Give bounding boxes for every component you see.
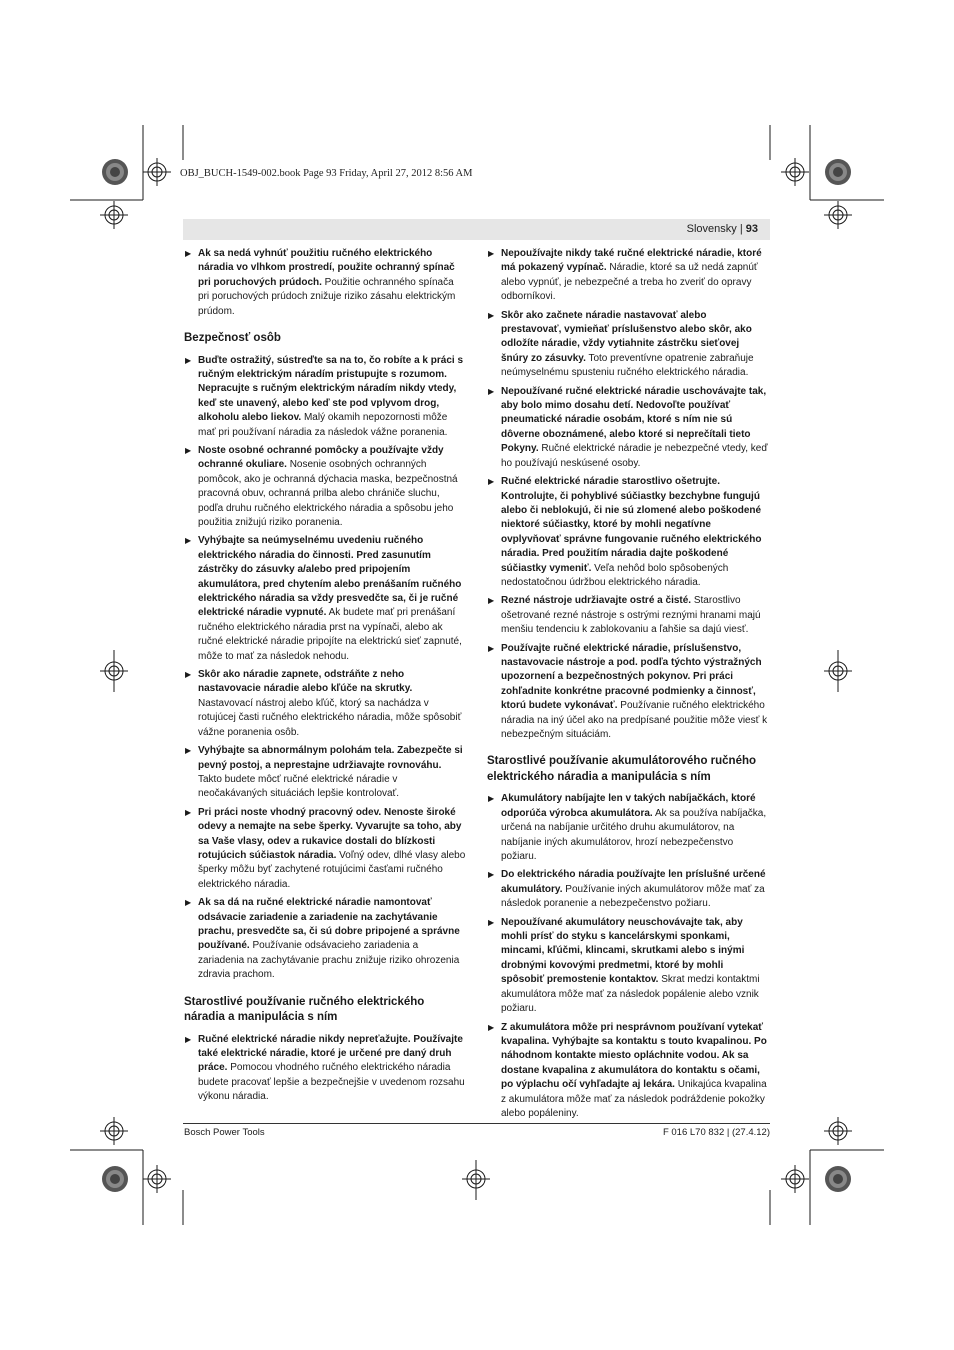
footer-publisher: Bosch Power Tools <box>184 1127 265 1138</box>
left-column <box>184 247 466 1109</box>
list-item <box>184 896 466 982</box>
list-item <box>184 444 466 530</box>
item-body-text: Používanie odsávacieho zariadenia a zariadenia na zachytávanie prachu znižuje riziko ohrozenia zdravia prachom. <box>198 940 460 981</box>
bullet-triangle-icon: ▶ <box>488 917 495 927</box>
item-bold-text: Buďte ostražitý, sústreďte sa na to, čo robíte a k práci s ručným elektrickým náradím pristupujte s rozumom. Nepracujte s ručným elektrickým náradím nikdy vtedy, keď ste unavený, alebo keď ste pod vplyvom drog, alkoholu alebo liekov. <box>198 354 464 424</box>
list-item <box>487 475 769 590</box>
list-item <box>487 1021 769 1122</box>
item-bold-text: Ručné elektrické náradie starostlivo ošetrujte. Kontrolujte, či pohyblivé súčiastky bezchybne fungujú alebo či neblokujú, či nie sú zlomené alebo poškodené niektoré súčiastky, ktoré by mohli negatívne ovplyvňovať správne fungovanie ručného elektrického náradia. Pred použitím náradia dajte poškodené súčiastky vymeniť. <box>501 476 762 574</box>
bullet-triangle-icon: ▶ <box>488 794 495 804</box>
list-items-handling <box>184 1033 466 1105</box>
bullet-triangle-icon: ▶ <box>488 310 495 320</box>
print-slug: OBJ_BUCH-1549-002.book Page 93 Friday, April 27, 2012 8:56 AM <box>180 168 473 179</box>
bullet-triangle-icon: ▶ <box>185 670 192 680</box>
item-bold-text: Skôr ako začnete náradie nastavovať alebo prestavovať, vymieňať príslušenstvo alebo skôr, ako odložíte náradie, vždy vytiahnite zástrčku sieťovej šnúry zo zásuvky. <box>501 309 752 364</box>
list-item <box>184 534 466 664</box>
list-items-battery <box>487 792 769 1121</box>
list-item <box>487 916 769 1017</box>
page-header <box>183 219 770 240</box>
item-body-text: Voľný odev, dlhé vlasy alebo šperky môžu byť zachytené rotujúcimi časťami ručného elektrického náradia. <box>198 849 466 890</box>
footer-doc-code: F 016 L70 832 | (27.4.12) <box>662 1127 770 1138</box>
item-body-text: Ak sa používa nabíjačka, určená na nabíjanie určitého druhu akumulátorov, na nabíjanie iných akumulátorov, hrozí nebezpečenstvo požiaru. <box>501 807 767 863</box>
item-bold-text: Noste osobné ochranné pomôcky a používajte vždy ochranné okuliare. <box>198 444 444 471</box>
item-bold-text: Akumulátory nabíjajte len v takých nabíjačkách, ktoré odporúča výrobca akumulátora. <box>501 793 756 819</box>
item-bold-text: Ak sa dá na ručné elektrické náradie namontovať odsávacie zariadenie a zariadenie na zachytávanie prachu, presvedčte sa, či sú dobre pripojené a správne používané. <box>198 897 460 952</box>
bullet-triangle-icon: ▶ <box>488 386 495 396</box>
list-item <box>184 354 466 440</box>
item-body-text: Pomocou vhodného ručného elektrického náradia budete pracovať lepšie a bezpečnejšie v uvedenom rozsahu výkonu náradia. <box>198 1062 465 1103</box>
bullet-triangle-icon: ▶ <box>185 536 192 546</box>
section-heading-battery-handling: Starostlivé používanie akumulátorového ručného elektrického náradia a manipulácia s ním <box>487 755 757 783</box>
item-bold-text: Skôr ako náradie zapnete, odstráňte z neho nastavovacie náradie alebo kľúče na skrutky. <box>198 669 413 695</box>
item-body-text: Ak budete mať pri prenášaní ručného elektrického náradia prst na vypínači, alebo ak ručné elektrické náradie pripojíte na elektrickú sieť zapnuté, môže to mať za následok nehodu. <box>198 607 462 662</box>
bullet-triangle-icon: ▶ <box>185 746 192 756</box>
item-bold-text: Nepoužívajte nikdy také ručné elektrické náradie, ktoré má pokazený vypínač. <box>501 248 762 274</box>
list-item <box>487 868 769 911</box>
item-bold-text: Do elektrického náradia používajte len príslušné určené akumulátory. <box>501 869 766 895</box>
item-body-text: Ručné elektrické náradie je nebezpečné vtedy, keď ho používajú neskúsené osoby. <box>501 443 768 469</box>
item-bold-text: Rezné nástroje udržiavajte ostré a čisté. <box>501 595 692 607</box>
item-body-text: Použitie ochranného spínača pri poruchových prúdoch znižuje riziko zásahu elektrickým prúdom. <box>198 276 456 317</box>
list-items-handling-cont <box>487 247 769 742</box>
item-body-text: Takto budete môcť ručné elektrické náradie v neočakávaných situáciách lepšie kontrolovať. <box>198 773 400 800</box>
bullet-triangle-icon: ▶ <box>185 445 192 455</box>
section-heading-personal-safety: Bezpečnosť osôb <box>184 332 281 345</box>
bullet-triangle-icon: ▶ <box>185 1034 192 1044</box>
item-bold-text: Nepoužívané akumulátory neuschovávajte tak, aby mohli prísť do styku s kancelárskymi sponkami, mincami, kľúčmi, klincami, skrutkami alebo s inými drobnými kovovými predmetmi, ktoré by mohli spôsobiť premostenie kontaktov. <box>501 916 745 986</box>
item-bold-text: Ak sa nedá vyhnúť použitiu ručného elektrického náradia vo vlhkom prostredí, použite ochranný spínač pri poruchových prúdoch. <box>198 248 455 288</box>
header-language: Slovensky | <box>686 223 746 235</box>
item-bold-text: Pri práci noste vhodný pracovný odev. Nenoste široké odevy a nemajte na sebe šperky. Vyvarujte sa toho, aby sa Vaše vlasy, odev a rukavice dostali do blízkosti rotujúcich súčiastok náradia. <box>198 806 462 861</box>
list-item <box>487 247 769 305</box>
list-item <box>184 668 466 740</box>
list-item <box>184 1033 466 1105</box>
item-body-text: Starostlivo ošetrované rezné nástroje s ostrými reznými hranami majú menšiu tendenciu k zablokovaniu a ľahšie sa dajú viesť. <box>501 595 761 636</box>
item-body-text: Nastavovací nástroj alebo kľúč, ktorý sa nachádza v rotujúcej časti ručného elektrického náradia, môže spôsobiť vážne poranenia osôb. <box>198 697 462 738</box>
bullet-triangle-icon: ▶ <box>185 807 192 817</box>
bullet-triangle-icon: ▶ <box>488 643 495 653</box>
list-item <box>487 642 769 743</box>
bullet-triangle-icon: ▶ <box>488 870 495 880</box>
bullet-triangle-icon: ▶ <box>488 249 495 258</box>
list-item <box>184 806 466 892</box>
list-items-top <box>184 247 466 319</box>
bullet-triangle-icon: ▶ <box>488 477 495 487</box>
list-item <box>487 792 769 864</box>
list-item <box>487 385 769 471</box>
bullet-triangle-icon: ▶ <box>488 596 495 606</box>
item-bold-text: Vyhýbajte sa neúmyselnému uvedeniu ručného elektrického náradia do činnosti. Pred zasunutím zástrčky do zásuvky a/alebo pred pripojením akumulátora, pred chytením alebo prenášaním ručného elektrického náradia sa vždy presvedčte sa, či je ručné elektrické náradie vypnuté. <box>198 535 462 619</box>
list-item <box>184 247 466 319</box>
list-item <box>487 594 769 637</box>
item-body-text: Skrat medzi kontaktmi akumulátora môže mať za následok popálenie alebo vznik požiaru. <box>501 974 760 1015</box>
item-bold-text: Z akumulátora môže pri nesprávnom používaní vytekať kvapalina. Vyhýbajte sa kontaktu s touto kvapalinou. Po náhodnom kontakte miesto opláchnite vodou. Ak sa dostane kvapalina z akumulátora do kontaktu s očami, po výplachu očí vyhľadajte aj lekára. <box>501 1021 767 1091</box>
item-bold-text: Ručné elektrické náradie nikdy nepreťažujte. Používajte také elektrické náradie, ktoré je určené pre daný druh práce. <box>198 1033 463 1074</box>
list-items-personal <box>184 354 466 983</box>
item-body-text: Toto preventívne opatrenie zabraňuje neúmyselnému spusteniu ručného elektrického náradia. <box>501 352 754 379</box>
item-body-text: Používanie iných akumulátorov môže mať za následok poranenie a nebezpečenstvo požiaru. <box>501 883 765 910</box>
list-item <box>184 744 466 802</box>
bullet-triangle-icon: ▶ <box>185 249 192 258</box>
bullet-triangle-icon: ▶ <box>185 355 192 365</box>
item-body-text: Veľa nehôd bolo spôsobených nedostatočnou údržbou elektrického náradia. <box>501 562 729 588</box>
item-body-text: Používanie ručného elektrického náradia na iný účel ako na predpísané použitie môže viesť k nebezpečným situáciám. <box>501 700 768 740</box>
item-bold-text: Používajte ručné elektrické náradie, príslušenstvo, nastavovacie nástroje a pod. podľa týchto výstražných upozornení a bezpečnostných pokynov. Pri práci zohľadnite konkrétne pracovné podmienky a činnosť, ktorú budete vykonávať. <box>501 642 762 712</box>
section-heading-tool-handling: Starostlivé používanie ručného elektrického náradia a manipulácia s ním <box>184 995 425 1024</box>
item-body-text: Nosenie osobných ochranných pomôcok, ako je ochranná dýchacia maska, bezpečnostná pracovná obuv, ochranná prilba alebo chrániče sluchu, podľa druhu ručného elektrického náradia a spôsobu jeho použitia znižujú riziko poranenia. <box>198 459 458 528</box>
footer-rule <box>183 1123 770 1124</box>
item-bold-text: Vyhýbajte sa abnormálnym polohám tela. Zabezpečte si pevný postoj, a neprestajne udržiavajte rovnováhu. <box>198 745 463 771</box>
item-bold-text: Nepoužívané ručné elektrické náradie uschovávajte tak, aby bolo mimo dosahu detí. Nedovoľte používať pneumatické náradie osobám, ktoré s ním nie sú dôverne oboznámené, alebo ktoré si neprečítali tieto Pokyny. <box>501 385 767 455</box>
item-body-text: Náradie, ktoré sa už nedá zapnúť alebo vypnúť, je nebezpečné a treba ho zveriť do opravy odborníkovi. <box>501 262 758 303</box>
page-header-text <box>687 223 758 235</box>
list-item <box>487 309 769 381</box>
right-column <box>487 247 769 1125</box>
item-body-text: Unikajúca kvapalina z akumulátora môže mať za následok podráždenie pokožky alebo popáleniny. <box>501 1079 767 1119</box>
bullet-triangle-icon: ▶ <box>185 898 192 908</box>
item-body-text: Malý okamih nepozornosti môže mať pri používaní náradia za následok vážne poranenia. <box>198 412 448 438</box>
page-number: 93 <box>745 223 758 235</box>
bullet-triangle-icon: ▶ <box>488 1022 495 1032</box>
